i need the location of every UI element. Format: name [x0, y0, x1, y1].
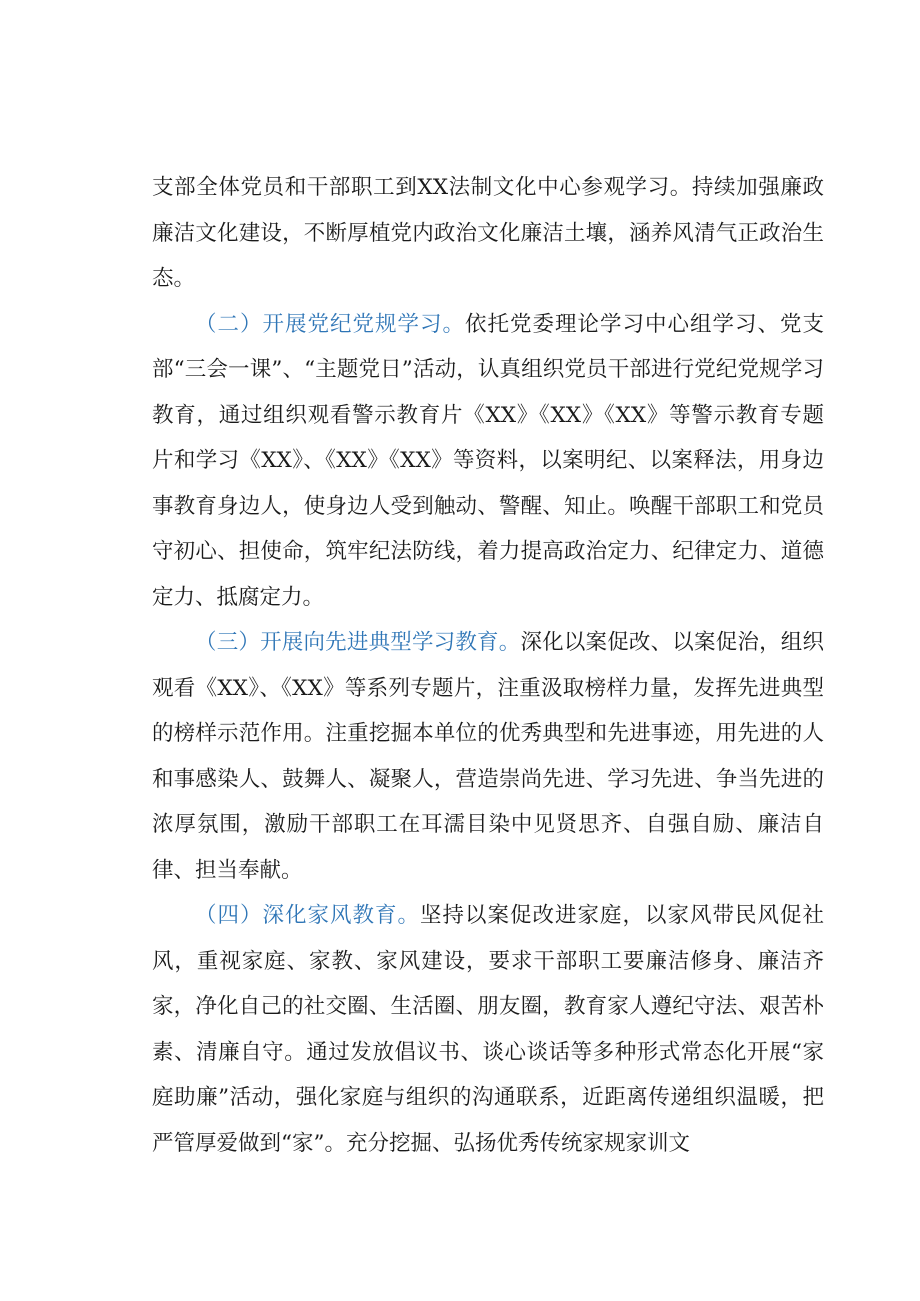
paragraph-text: 依托党委理论学习中心组学习、党支部“三会一课”、“主题党日”活动，认真组织党员干部进行党纪党规学习教育，通过组织观看警示教育片《XX》《XX》《XX》等警示教育专题片和学习《XX》、《XX》《XX》等资料，以案明纪、以案释法，用身边事教育身边人，使身边人受到触动、警醒、知止。唤醒干部职工和党员守初心、担使命，筑牢纪法防线，着力提高政治定力、纪律定力、道德定力、抵腐定力。	[152, 311, 824, 610]
section-heading: （四）深化家风教育。	[195, 903, 420, 928]
paragraph-party-discipline-study	[152, 302, 824, 621]
paragraph-text: 支部全体党员和干部职工到XX法制文化中心参观学习。持续加强廉政廉洁文化建设，不断厚植党内政治文化廉洁土壤，涵养风清气正政治生态。	[152, 175, 824, 291]
paragraph-continuation	[152, 165, 824, 302]
section-heading: （二）开展党纪党规学习。	[195, 311, 465, 337]
document-body	[152, 165, 824, 1166]
section-heading: （三）开展向先进典型学习教育。	[195, 630, 521, 655]
paragraph-advanced-models-study	[152, 620, 824, 893]
paragraph-text: 坚持以案促改进家庭，以家风带民风促社风，重视家庭、家教、家风建设，要求干部职工要廉洁修身、廉洁齐家，净化自己的社交圈、生活圈、朋友圈，教育家人遵纪守法、艰苦朴素、清廉自守。通过发放倡议书、谈心谈话等多种形式常态化开展“家庭助廉”活动，强化家庭与组织的沟通联系，近距离传递组织温暖，把严管厚爱做到“家”。充分挖掘、弘扬优秀传统家规家训文	[152, 903, 824, 1156]
paragraph-family-tradition-education	[152, 893, 824, 1166]
paragraph-text: 深化以案促改、以案促治，组织观看《XX》、《XX》等系列专题片，注重汲取榜样力量，发挥先进典型的榜样示范作用。注重挖掘本单位的优秀典型和先进事迹，用先进的人和事感染人、鼓舞人、凝聚人，营造崇尚先进、学习先进、争当先进的浓厚氛围，激励干部职工在耳濡目染中见贤思齐、自强自励、廉洁自律、担当奉献。	[152, 630, 824, 883]
